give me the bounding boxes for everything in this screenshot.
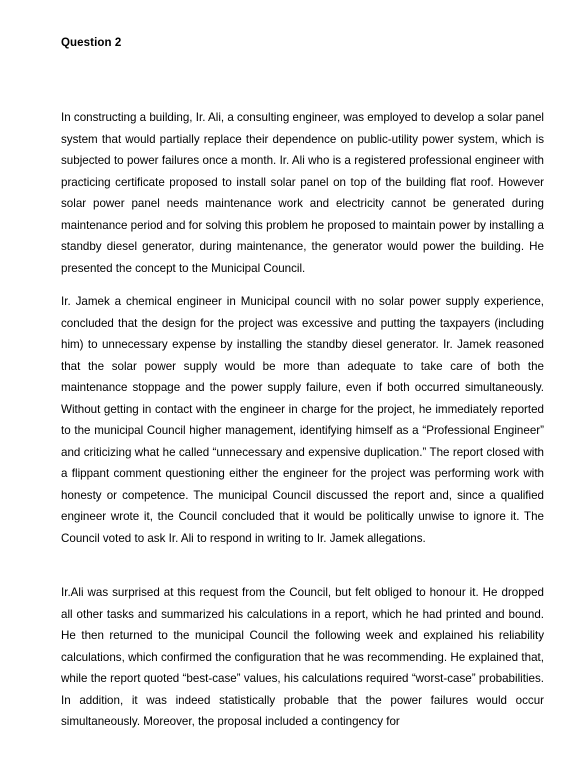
paragraph-1: In constructing a building, Ir. Ali, a consulting engineer, was employed to develop a solar panel system that would partially replace their dependence on public-utility power system, which is subjected to power failures once a month. Ir. Ali who is a registered professional engineer with practicing certificate proposed to install solar panel on top of the building flat roof. However solar power panel needs maintenance work and electricity cannot be generated during maintenance period and for solving this problem he proposed to maintain power by installing a standby diesel generator, during maintenance, the generator would power the building. He presented the concept to the Municipal Council. — [61, 111, 544, 275]
paragraph-3: Ir.Ali was surprised at this request from the Council, but felt obliged to honour it. He dropped all other tasks and summarized his calculations in a report, which he had printed and bound. He then returned to the municipal Council the following week and explained his reliability calculations, which confirmed the configuration that he was recommending. He explained that, while the report quoted “best-case” values, his calculations required “worst-case” probabilities. In addition, it was indeed statistically probable that the power failures would occur simultaneously. Moreover, the proposal included a contingency for — [61, 586, 544, 728]
question-heading: Question 2 — [61, 37, 122, 49]
paragraph-2: Ir. Jamek a chemical engineer in Municipal council with no solar power supply experience, concluded that the design for the project was excessive and putting the taxpayers (including him) to unnecessary expense by installing the standby diesel generator. Ir. Jamek reasoned that the solar power supply would be more than adequate to take care of both the maintenance stoppage and the power supply failure, even if both occurred simultaneously. Without getting in contact with the engineer in charge for the project, he immediately reported to the municipal Council higher management, identifying himself as a “Professional Engineer” and criticizing what he called “unnecessary and expensive duplication.” The report closed with a flippant comment questioning either the engineer for the project was performing work with honesty or competence. The municipal Council discussed the report and, since a qualified engineer wrote it, the Council concluded that it would be politically unwise to ignore it. The Council voted to ask Ir. Ali to respond in writing to Ir. Jamek allegations. — [61, 295, 544, 545]
